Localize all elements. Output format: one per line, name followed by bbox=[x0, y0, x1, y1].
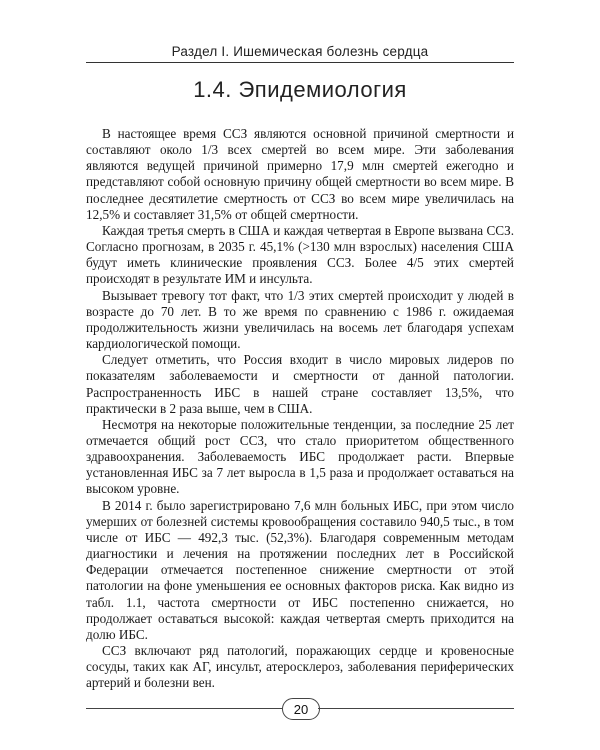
paragraph: В настоящее время ССЗ являются основной причиной смертности и составляют около 1/3 всех смертей во всем мире. Эти заболевания являются ведущей причиной примерно 17,9 млн смертей ежегодно и представляют собой основную причину общей смертности во всем мире. В последнее десятилетие смертность от ССЗ во всем мире увеличилась на 12,5% и составляет 31,5% от общей смертности. bbox=[86, 126, 514, 222]
page-number-label: 20 bbox=[293, 701, 309, 717]
page-number bbox=[282, 698, 320, 720]
footer-divider-right bbox=[318, 708, 514, 709]
paragraph: В 2014 г. было зарегистрировано 7,6 млн больных ИБС, при этом число умерших от болезней системы кровообращения составило 940,5 тыс., в том числе от ИБС — 492,3 тыс. (52,3%). Благодаря современным методам диагностики и лечения на протяжении последних лет в Российской Федерации отмечается постепенное снижение смертности от этой патологии на фоне уменьшения ее основных факторов риска. Как видно из табл. 1.1, частота смертности от ИБС постепенно снижается, но продолжает оставаться высокой: каждая четвертая смерть приходится на долю ИБС. bbox=[86, 497, 514, 642]
paragraph: Следует отметить, что Россия входит в число мировых лидеров по показателям заболеваемости и смертности от данной патологии. Распространенность ИБС в нашей стране составляет 13,5%, что практически в 2 раза выше, чем в США. bbox=[86, 352, 514, 416]
header-divider bbox=[86, 62, 514, 63]
section-title: 1.4. Эпидемиология bbox=[193, 77, 407, 102]
paragraph: Каждая третья смерть в США и каждая четвертая в Европе вызвана ССЗ. Согласно прогнозам, в 2035 г. 45,1% (>130 млн взрослых) населения США будут иметь клинические проявления ССЗ. Более 4/5 этих смертей происходят в результате ИМ и инсульта. bbox=[86, 222, 514, 287]
footer-divider-left bbox=[86, 708, 282, 709]
paragraph: ССЗ включают ряд патологий, поражающих сердце и кровеносные сосуды, таких как АГ, инсульт, атеросклероз, заболевания периферических артерий и болезни вен. bbox=[86, 643, 514, 691]
paragraph: Несмотря на некоторые положительные тенденции, за последние 25 лет отмечается общий рост ССЗ, что стало приоритетом общественного здравоохранения. Заболеваемость ИБС продолжает расти. Впервые установленная ИБС за 7 лет выросла в 1,5 раза и продолжает оставаться на высоком уровне. bbox=[86, 416, 514, 497]
paragraph: Вызывает тревогу тот факт, что 1/3 этих смертей происходит у людей в возрасте до 70 лет. В то же время по сравнению с 1986 г. ожидаемая продолжительность жизни увеличилась на восемь лет благодаря успехам кардиологической помощи. bbox=[86, 287, 514, 352]
body-text bbox=[86, 126, 514, 691]
running-header: Раздел I. Ишемическая болезнь сердца bbox=[171, 44, 429, 59]
